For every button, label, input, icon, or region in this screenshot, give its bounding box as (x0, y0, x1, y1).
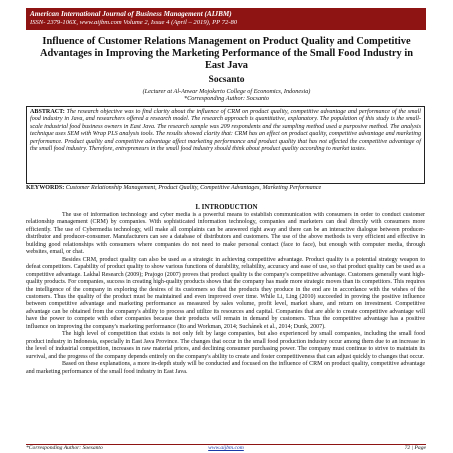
footer-website-link[interactable]: www.aijbm.com (208, 445, 244, 451)
page-number: 72 | Page (404, 445, 426, 451)
paragraph: Based on these explanations, a more in-depth study will be conducted and focused on the influence of CRM on product quality, competitive advantage and marketing performance of the small food industry in East Java. (26, 361, 425, 375)
paragraph: The high level of competition that exists is not only felt by large companies, but also experienced by small companies, including the small food product industry in Indonesia, especially in East Java Province. The changes that occur in the small food production industry occur among them due to an increase in the level of industrial competition, increases in raw material prices, and declining consumer purchasing power. The company must continue to strive to maintain its survival, and the progress of the company depends entirely on the company's ability to create and foster competitiveness that can adjust quickly to changes that occur. (26, 331, 425, 360)
paragraph: The use of information technology and cyber media is a powerful means to establish communication with consumers in order to conduct customer relationship management (CRM) by companies. With sophisticated information technology, companies and marketers can deal directly with consumers more efficiently. The use of Cybermedia technology, will make all complaints can be answered right away and there can be an interactive dialogue between producer-distributor and producer-consumer. Manufacturers can see a database of distributors and customers. The use of the above methods is very efficient and effective in building good relationships with consumers where companies do not need to make personal contact (face to face), but enough with computer media, through websites, email, or chat. (26, 212, 425, 256)
abstract-label: ABSTRACT: (30, 109, 65, 115)
paragraph: Besides CRM, product quality can also be used as a strategic in achieving competitive advantage. Product quality is a potential strategy weapon to defeat competitors. Capability of product quality to show various functions of durability, reliability, accuracy and ease of use, so that product quality can be used as a competitive advantage. Lakhal Research (2009); Prajogo (2007) proves that product quality is the company's competitive advantage. Customers generally want high-quality products. For companies, success in creating high-quality products shows that the company has made more strategic moves than its competitors. This requires the intelligence of the company in exploring the desires of its customers so that the products they produce in the end are in accordance with the wishes of the customers. Thus the quality of the product must be maintained and even improved over time. While Li, Ling (2010) succeeded in proving the positive influence between competitive advantage and marketing performance as measured by sales volume, profit level, market share, and return on investment. Competitive advantage can be obtained from the company's ability to process and utilize its resources and capital. Companies that are able to create competitive advantage will have the power to compete with other companies because their products will remain in demand by customers. Thus the competitive advantage has a positive influence on improving the company's marketing performance (Ito and Workman, 2014; Suchánek et al., 2014; Dunk, 2007). (26, 256, 425, 330)
journal-issn-line: ISSN- 2379-106X, www.aijbm.com Volume 2, Issue 4 (April – 2019), PP 72-80 (30, 19, 238, 26)
journal-name: American International Journal of Business Management (AIJBM) (30, 10, 232, 18)
abstract-box (26, 106, 425, 184)
keywords-text: Customer Relationship Management, Product Quality, Competitive Advantages, Marketing Performance (65, 185, 322, 191)
keywords (26, 185, 425, 192)
paper-author: Socsanto (208, 75, 245, 85)
abstract-text: The research objective was to find clarity about the influence of CRM on product quality, competitive advantage and performance of the small food industry in Java, and researchers offered a research model. The research approach is quantitative, explanatory. The population of this study is the small-scale industrial food business owners in East Java. The research sample was 209 respondents and the sampling method used a purposive method. The analysis technique uses SEM with Wrap PLS analysis tools. The results showed clarity that: CRM has an effect on product quality, competitive advantage and marketing performance. Product quality and competitive advantage affect marketing performance and product quality that has not affected the competitive advantage of the small food industry. Therefore, entrepreneurs in the small food industry should think about product quality according to market tastes. (30, 109, 421, 153)
footer-corresponding: *Corresponding Author: Soesanto (26, 445, 103, 451)
journal-header-bar (26, 8, 426, 30)
section-heading: I. INTRODUCTION (195, 203, 258, 211)
introduction-body (26, 212, 425, 442)
paper-title: Influence of Customer Relations Management on Product Quality and Competitive Advantages in Improving the Marketing Performance of the Small Food Industry in East Java (39, 36, 413, 71)
keywords-label: KEYWORDS: (26, 185, 65, 191)
page-footer (26, 445, 426, 453)
corresponding-author: *Corresponding Author: Socsanto (184, 95, 269, 102)
author-affiliation: (Lecturer at Al-Anwar Mojokerto College of Economics, Indonesia) (142, 88, 311, 95)
